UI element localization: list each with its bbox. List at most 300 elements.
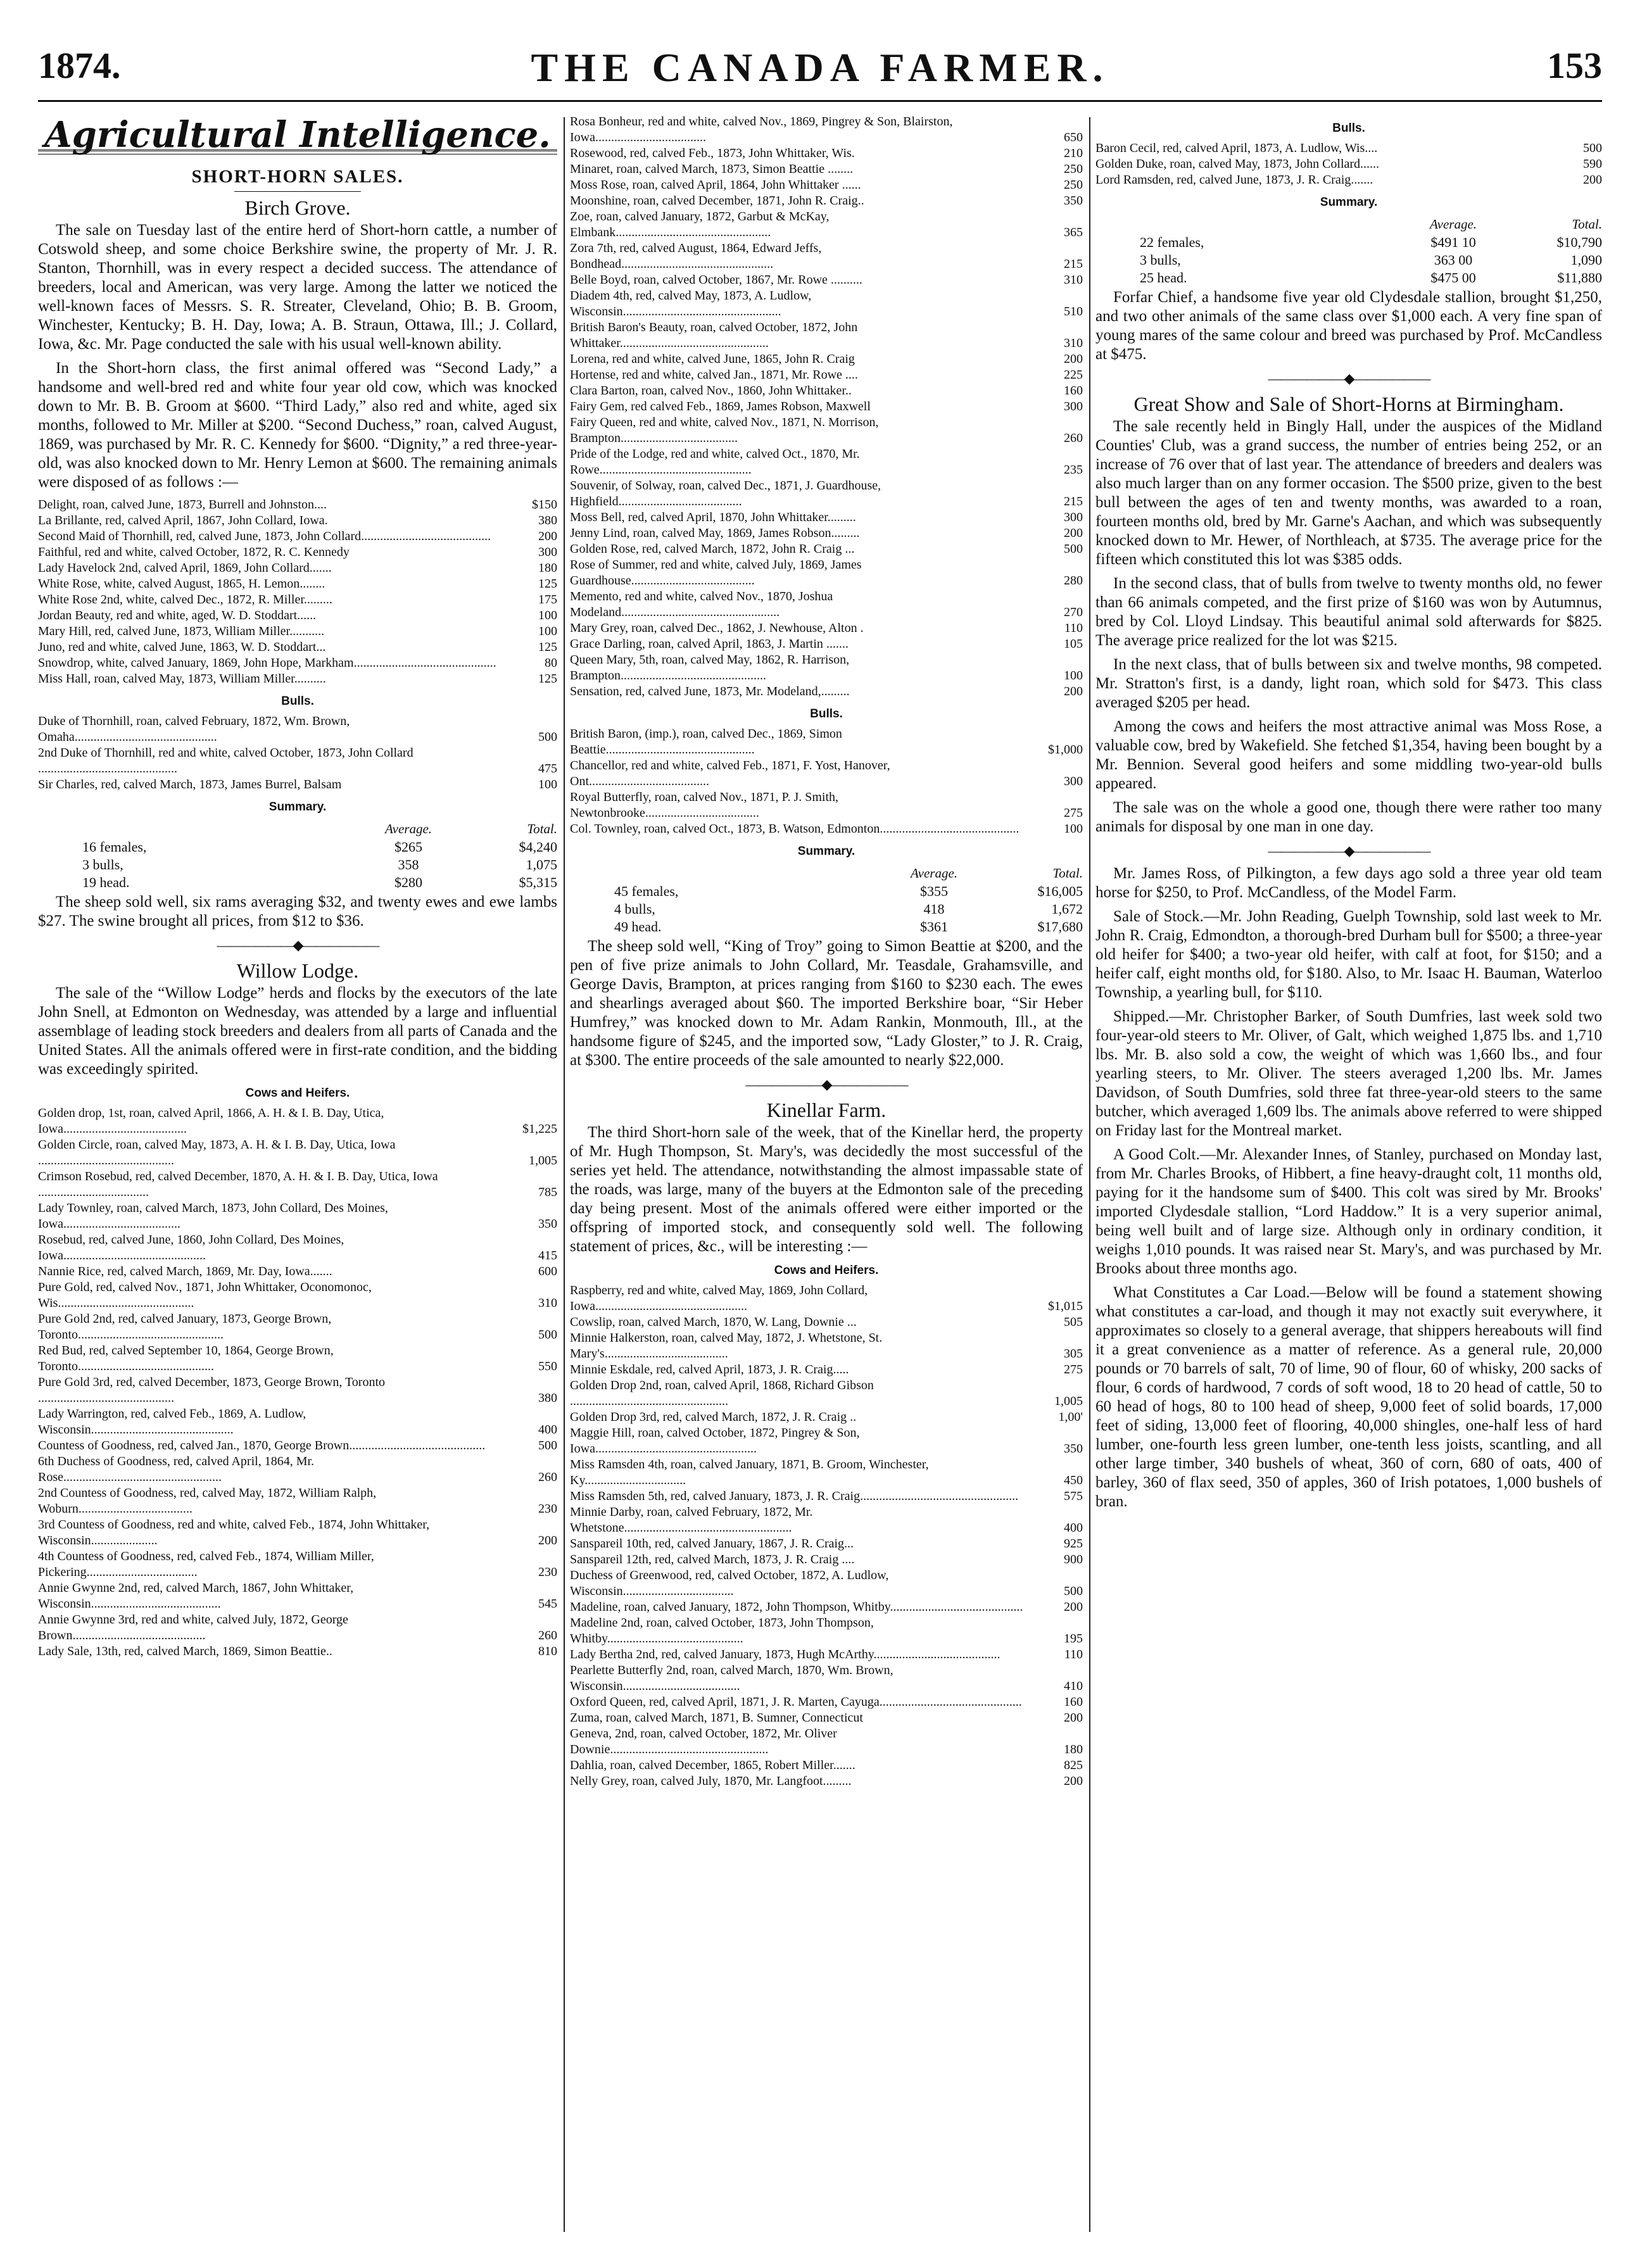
sale-price: 200 [1064, 352, 1083, 366]
sale-description: Lady Sale, 13th, red, calved March, 1869, Simon Beattie.. [38, 1644, 332, 1658]
sale-row [570, 351, 1083, 367]
sale-description: Annie Gwynne 2nd, red, calved March, 1867, John Whittaker, Wisconsin......................................... [38, 1581, 354, 1611]
summary-col-total: Total. [1052, 866, 1083, 881]
column-1 [38, 114, 557, 2241]
sale-description: Minnie Halkerston, roan, calved May, 1872, J. Whetstone, St. Mary's....................................... [570, 1331, 883, 1361]
sale-row [38, 1454, 557, 1485]
sale-price: 80 [545, 656, 557, 670]
summary-col-total: Total. [1572, 217, 1602, 232]
ornament-divider: ——————◆—————— [217, 937, 379, 953]
sale-price: 260 [538, 1629, 557, 1642]
sale-row [38, 1612, 557, 1644]
sale-row [570, 383, 1083, 399]
section-title: Agricultural Intelligence. [44, 114, 551, 156]
sale-price: 450 [1064, 1473, 1083, 1487]
page-number: 153 [1547, 45, 1602, 86]
sale-description: Maggie Hill, roan, calved October, 1872, Pingrey & Son, Iowa................................................... [570, 1426, 860, 1456]
summary-cell: $16,005 [1037, 883, 1083, 899]
sale-description: Fairy Queen, red and white, calved Nov., 1871, N. Morrison, Brampton..................................... [570, 415, 879, 445]
sale-description: Zuma, roan, calved March, 1871, B. Sumner, Connecticut [570, 1711, 863, 1725]
sale-price: 550 [538, 1359, 557, 1373]
summary-label: Summary. [268, 800, 327, 814]
sale-description: Sanspareil 10th, red, calved January, 1867, J. R. Craig... [570, 1537, 854, 1551]
sale-price: 510 [1064, 305, 1083, 318]
sale-row [570, 478, 1083, 510]
sale-row [38, 592, 557, 608]
summary-col-average: Average. [910, 866, 958, 881]
sale-price: 200 [1064, 526, 1083, 540]
ornament-divider: ——————◆—————— [1268, 370, 1430, 386]
sale-description: Memento, red and white, calved Nov., 1870, Joshua Modeland.................................................. [570, 589, 833, 619]
sale-description: 2nd Countess of Goodness, red, calved May, 1872, William Ralph, Woburn.................................... [38, 1486, 377, 1516]
sale-row [38, 1644, 557, 1660]
sale-row [38, 1169, 557, 1200]
sale-row [570, 272, 1083, 288]
sale-row [38, 497, 557, 513]
bulls-list [38, 714, 557, 793]
sale-row [570, 114, 1083, 146]
sale-row [38, 1137, 557, 1169]
sale-description: Moonshine, roan, calved December, 1871, John R. Craig.. [570, 194, 864, 208]
news-note: Mr. James Ross, of Pilkington, a few days ago sold a three year old team horse for $250, to Prof. McCandless, of the Model Farm. [1095, 865, 1602, 901]
sale-description: British Baron's Beauty, roan, calved October, 1872, John Whittaker............................................... [570, 320, 858, 350]
sale-description: British Baron, (imp.), roan, calved Dec., 1869, Simon Beattie............................................... [570, 727, 842, 757]
sale-description: Jenny Lind, roan, calved May, 1869, James Robson......... [570, 526, 860, 540]
sale-description: Mary Grey, roan, calved Dec., 1862, J. Newhouse, Alton . [570, 621, 864, 635]
sale-row [570, 1758, 1083, 1773]
cows-label: Cows and Heifers. [245, 1087, 350, 1100]
sale-description: Lady Townley, roan, calved March, 1873, John Collard, Des Moines, Iowa..................................... [38, 1201, 388, 1231]
sale-row [570, 1409, 1083, 1425]
sale-description: Duke of Thornhill, roan, calved February, 1872, Wm. Brown, Omaha............................................. [38, 714, 350, 744]
sale-row [570, 1599, 1083, 1615]
sale-price: 215 [1064, 257, 1083, 271]
sale-row [38, 1375, 557, 1406]
sale-price: 270 [1064, 605, 1083, 619]
paragraph: Among the cows and heifers the most attractive animal was Moss Rose, a valuable cow, bred by Wakefield. She fetched $1,354, having been bought by a Mr. Bennion. Several good heifers and some middling two-year-old bulls appeared. [1095, 718, 1602, 792]
sale-description: White Rose 2nd, white, calved Dec., 1872, R. Miller......... [38, 593, 332, 607]
paragraph: Forfar Chief, a handsome five year old Clydesdale stallion, brought $1,250, and two other animals of the same class over $1,000 each. A very fine span of young mares of the same colour and breed was purchased by Prof. McCandless at $475. [1095, 289, 1602, 363]
sale-description: Golden Circle, roan, calved May, 1873, A. H. & I. B. Day, Utica, Iowa ........................................... [38, 1138, 396, 1168]
summary-cell: 363 00 [1434, 252, 1473, 268]
sale-price: 180 [538, 561, 557, 575]
sale-row [570, 652, 1083, 684]
sale-price: 825 [1064, 1758, 1083, 1772]
summary-cell: 19 head. [82, 874, 130, 890]
sale-description: 2nd Duke of Thornhill, red and white, calved October, 1873, John Collard ............................................ [38, 746, 413, 776]
summary-cell: $361 [920, 919, 948, 935]
sale-price: 400 [538, 1423, 557, 1437]
sale-description: Annie Gwynne 3rd, red and white, calved July, 1872, George Brown.......................................... [38, 1613, 348, 1642]
sale-row [38, 1280, 557, 1311]
sale-price: 160 [1064, 1695, 1083, 1709]
sale-price: 100 [1064, 822, 1083, 836]
sale-description: Crimson Rosebud, red, calved December, 1870, A. H. & I. B. Day, Utica, Iowa ................................... [38, 1169, 438, 1199]
sale-row [570, 209, 1083, 241]
sale-price: 195 [1064, 1632, 1083, 1646]
sale-price: 160 [1064, 384, 1083, 398]
sale-price: 305 [1064, 1347, 1083, 1361]
sale-description: Sanspareil 12th, red, calved March, 1873, J. R. Craig .... [570, 1553, 855, 1566]
summary-cell: $11,880 [1557, 270, 1602, 286]
sale-price: 350 [1064, 1442, 1083, 1456]
sale-description: Lord Ramsden, red, calved June, 1873, J. R. Craig....... [1095, 173, 1373, 187]
sale-price: $1,225 [522, 1122, 557, 1136]
sale-row [38, 560, 557, 576]
sale-price: 365 [1064, 225, 1083, 239]
sales-list [570, 1283, 1083, 1789]
summary-row [1095, 234, 1602, 251]
sale-row [38, 639, 557, 655]
sale-price: 215 [1064, 495, 1083, 508]
sale-row [570, 1283, 1083, 1314]
summary-cell: $4,240 [519, 839, 557, 855]
sale-description: Red Bud, red, calved September 10, 1864, George Brown, Toronto........................................... [38, 1344, 334, 1373]
sale-price: 230 [538, 1502, 557, 1516]
summary-cell: 45 females, [614, 883, 679, 899]
sale-description: Delight, roan, calved June, 1873, Burrell and Johnston.... [38, 498, 327, 512]
sale-description: Pride of the Lodge, red and white, calved Oct., 1870, Mr. Rowe................................................ [570, 447, 860, 477]
sale-row [570, 1425, 1083, 1457]
sale-row [38, 1343, 557, 1375]
sale-description: Golden Drop 3rd, red, calved March, 1872, J. R. Craig .. [570, 1410, 857, 1424]
sale-description: Faithful, red and white, calved October, 1872, R. C. Kennedy [38, 545, 350, 559]
sale-row [570, 557, 1083, 589]
summary-cell: $265 [395, 839, 422, 855]
sales-list [570, 114, 1083, 700]
sale-description: 4th Countess of Goodness, red, calved Feb., 1874, William Miller, Pickering................................... [38, 1549, 374, 1579]
sale-row [570, 446, 1083, 478]
sale-description: Souvenir, of Solway, roan, calved Dec., 1871, J. Guardhouse, Highfield....................................... [570, 479, 881, 508]
sale-description: Moss Rose, roan, calved April, 1864, John Whittaker ...... [570, 178, 861, 192]
sale-price: 275 [1064, 806, 1083, 820]
sale-price: 200 [1064, 1600, 1083, 1614]
sale-row [38, 576, 557, 592]
sale-row [38, 777, 557, 793]
sale-row [570, 1773, 1083, 1789]
sale-row [570, 1504, 1083, 1536]
sale-row [570, 1647, 1083, 1663]
sale-row [570, 288, 1083, 320]
sale-price: 350 [1064, 194, 1083, 208]
summary-cell: $5,315 [519, 874, 557, 890]
sale-price: 300 [1064, 400, 1083, 413]
ornament-divider: ——————◆—————— [745, 1076, 907, 1092]
sale-row [38, 624, 557, 639]
sale-description: Minnie Darby, roan, calved February, 1872, Mr. Whetstone..................................................... [570, 1505, 813, 1535]
sale-price: 1,005 [1054, 1394, 1083, 1408]
sale-row [570, 146, 1083, 161]
sales-list [38, 1106, 557, 1660]
summary-row [38, 856, 557, 874]
sale-description: Grace Darling, roan, calved April, 1863, J. Martin ....... [570, 637, 849, 651]
sale-price: 100 [1064, 669, 1083, 683]
sale-row [38, 1264, 557, 1280]
sale-price: 650 [1064, 130, 1083, 144]
sale-row [38, 1106, 557, 1137]
sale-price: 1,005 [529, 1154, 557, 1168]
sale-row [570, 1457, 1083, 1489]
sale-description: Mary Hill, red, calved June, 1873, William Miller........... [38, 624, 325, 638]
sale-row [1095, 156, 1602, 172]
sale-description: Cowslip, roan, calved March, 1870, W. Lang, Downie ... [570, 1315, 857, 1329]
summary-cell: $280 [395, 874, 422, 890]
sale-description: Lady Warrington, red, calved Feb., 1869, A. Ludlow, Wisconsin............................................. [38, 1407, 306, 1437]
sale-price: 810 [538, 1644, 557, 1658]
sale-price: 100 [538, 608, 557, 622]
sale-price: 500 [538, 1328, 557, 1342]
sale-price: 125 [538, 577, 557, 591]
sale-description: Nelly Grey, roan, calved July, 1870, Mr. Langfoot......... [570, 1774, 852, 1788]
sale-price: 200 [1064, 1774, 1083, 1788]
sale-row [570, 1552, 1083, 1568]
sale-price: 475 [538, 762, 557, 776]
sale-row [570, 1314, 1083, 1330]
sale-description: Baron Cecil, red, calved April, 1873, A. Ludlow, Wis.... [1095, 141, 1378, 155]
sale-price: 180 [1064, 1742, 1083, 1756]
paragraph: The sale was on the whole a good one, though there were rather too many animals for disposal by one man in one day. [1095, 799, 1602, 835]
sale-price: 500 [1583, 141, 1602, 155]
sale-row [570, 790, 1083, 821]
sale-description: Golden Rose, red, calved March, 1872, John R. Craig ... [570, 542, 855, 556]
sale-description: Lady Bertha 2nd, red, calved January, 1873, Hugh McArthy........................................ [570, 1647, 1001, 1661]
sale-price: 200 [1583, 173, 1602, 187]
summary-table [570, 883, 1083, 936]
sale-description: Hortense, red and white, calved Jan., 1871, Mr. Rowe .... [570, 368, 858, 382]
sale-description: Zora 7th, red, calved August, 1864, Edward Jeffs, Bondhead................................................ [570, 241, 822, 271]
summary-cell: 22 females, [1140, 234, 1204, 250]
sale-row [38, 1485, 557, 1517]
sale-row [38, 1438, 557, 1454]
summary-row [1095, 269, 1602, 287]
sale-price: 500 [1064, 1584, 1083, 1598]
sale-price: 125 [538, 640, 557, 654]
sale-row [570, 1710, 1083, 1726]
sale-row [570, 415, 1083, 446]
summary-row [1095, 251, 1602, 269]
sale-description: Queen Mary, 5th, roan, calved May, 1862, R. Harrison, Brampton.............................................. [570, 653, 850, 683]
sale-price: 225 [1064, 368, 1083, 382]
sale-price: 300 [1064, 774, 1083, 788]
sale-row [38, 1200, 557, 1232]
sale-description: Rosa Bonheur, red and white, calved Nov., 1869, Pingrey & Son, Blairston, Iowa................................... [570, 115, 953, 144]
column-3 [1095, 114, 1602, 2241]
sale-row [38, 1232, 557, 1264]
sale-price: 280 [1064, 574, 1083, 588]
sale-row [570, 726, 1083, 758]
sale-row [38, 608, 557, 624]
newspaper-title: THE CANADA FARMER. [531, 45, 1109, 90]
sale-price: 110 [1064, 1647, 1083, 1661]
summary-cell: 49 head. [614, 919, 662, 935]
sale-description: Belle Boyd, roan, calved October, 1867, Mr. Rowe .......... [570, 273, 862, 287]
paragraph: In the next class, that of bulls between six and twelve months, 98 competed. Mr. Stratton's first, is a dandy, light roan, which sold for $473. This class averaged $205 per head. [1095, 656, 1602, 711]
sale-description: Madeline, roan, calved January, 1872, John Thompson, Whitby.......................................... [570, 1600, 1023, 1614]
sale-row [570, 1378, 1083, 1409]
sale-description: Rosewood, red, calved Feb., 1873, John Whittaker, Wis. [570, 146, 855, 160]
sale-description: Countess of Goodness, red, calved Jan., 1870, George Brown........................................... [38, 1439, 486, 1452]
ornament-divider: ——————◆—————— [1268, 843, 1430, 859]
sale-description: White Rose, white, calved August, 1865, H. Lemon........ [38, 577, 325, 591]
sale-row [570, 684, 1083, 700]
sale-description: Golden Drop 2nd, roan, calved April, 1868, Richard Gibson .................................................. [570, 1378, 874, 1408]
summary-cell: 418 [923, 901, 945, 917]
sale-description: Miss Hall, roan, calved May, 1873, William Miller.......... [38, 672, 326, 686]
sale-description: 3rd Countess of Goodness, red and white, calved Feb., 1874, John Whittaker, Wisconsin..................... [38, 1518, 430, 1547]
sale-row [38, 1311, 557, 1343]
sale-row [570, 367, 1083, 383]
sale-price: 545 [538, 1597, 557, 1611]
sale-price: 400 [1064, 1521, 1083, 1535]
sale-description: Geneva, 2nd, roan, calved October, 1872, Mr. Oliver Downie.................................................. [570, 1727, 837, 1756]
sale-description: Second Maid of Thornhill, red, calved June, 1873, John Collard......................................... [38, 529, 491, 543]
sale-row [38, 545, 557, 560]
summary-row [38, 874, 557, 891]
summary-col-average: Average. [384, 821, 432, 836]
summary-col-total: Total. [527, 821, 557, 836]
sale-row [570, 1615, 1083, 1647]
sale-price: 350 [538, 1217, 557, 1231]
sale-description: Rose of Summer, red and white, calved July, 1869, James Guardhouse....................................... [570, 558, 862, 588]
sale-description: Lorena, red and white, calved June, 1865, John R. Craig [570, 352, 855, 366]
sale-description: Diadem 4th, red, calved May, 1873, A. Ludlow, Wisconsin.................................................. [570, 289, 812, 318]
sale-price: 210 [1064, 146, 1083, 160]
summary-cell: 3 bulls, [1140, 252, 1181, 268]
sale-row [570, 758, 1083, 790]
sale-price: 505 [1064, 1315, 1083, 1329]
sale-price: 310 [1064, 336, 1083, 350]
summary-cell: $10,790 [1556, 234, 1602, 250]
paragraph: The sheep sold well, six rams averaging $32, and twenty ewes and ewe lambs $27. The swine brought all prices, from $12 to $36. [38, 893, 557, 929]
sale-description: Pure Gold, red, calved Nov., 1871, John Whittaker, Oconomonoc, Wis........................................... [38, 1280, 372, 1310]
sale-description: Sir Charles, red, calved March, 1873, James Burrel, Balsam [38, 778, 342, 791]
subheading-birch-grove: Birch Grove. [244, 196, 351, 219]
sale-row [570, 541, 1083, 557]
summary-cell: 25 head. [1140, 270, 1187, 286]
masthead [38, 25, 1602, 114]
bulls-label: Bulls. [1332, 122, 1365, 135]
sale-price: 200 [538, 529, 557, 543]
sale-price: 590 [1583, 157, 1602, 171]
sale-description: Raspberry, red and white, calved May, 1869, John Collard, Iowa................................................ [570, 1283, 868, 1313]
sale-price: 380 [538, 513, 557, 527]
sale-description: Rosebud, red, calved June, 1860, John Collard, Des Moines, Iowa............................................. [38, 1233, 344, 1263]
sale-price: 105 [1064, 637, 1083, 651]
sale-row [570, 241, 1083, 272]
news-note: Sale of Stock.—Mr. John Reading, Guelph Township, sold last week to Mr. John R. Craig, Edmondton, a thorough-bred Durham bull for $500; a three-year old heifer for $400; a two-year old heifer, with calf at foot, for $150; and a heifer calf, eight months old, for $180. Also, to Mr. Isaac H. Bauman, Waterloo Township, a yearling bull, for $110. [1095, 908, 1602, 1001]
summary-cell: $475 00 [1430, 270, 1476, 286]
sale-row [570, 1694, 1083, 1710]
sale-price: 250 [1064, 162, 1083, 176]
sale-price: 250 [1064, 178, 1083, 192]
summary-table [1095, 234, 1602, 287]
sale-row [570, 526, 1083, 541]
sale-description: Moss Bell, red, calved April, 1870, John Whittaker......... [570, 510, 856, 524]
sale-row [38, 1549, 557, 1580]
sale-row [570, 320, 1083, 351]
sale-row [570, 621, 1083, 636]
sale-description: Juno, red and white, calved June, 1863, W. D. Stoddart... [38, 640, 326, 654]
paragraph: The sale recently held in Bingly Hall, under the auspices of the Midland Counties' Club, was a grand success, the number of entries being 252, or an increase of 76 over that of last year. The attendance of breeders and dealers was also much larger than on any former occasion. The $500 prize, given to the best bull between the ages of ten and twenty months, was awarded to a roan, fourteen months old, bred by Mr. Garne's Aachan, and which was subsequently knocked down to Mr. Hewer, of Northleach, at $735. The average price for the fifteen which constituted this lot was $385 odds. [1095, 418, 1602, 568]
sale-row [570, 636, 1083, 652]
sale-row [570, 510, 1083, 526]
sale-description: Golden drop, 1st, roan, calved April, 1866, A. H. & I. B. Day, Utica, Iowa....................................... [38, 1106, 384, 1136]
sale-row [38, 714, 557, 745]
sale-row [38, 1406, 557, 1438]
sale-description: Lady Havelock 2nd, calved April, 1869, John Collard....... [38, 561, 332, 575]
sale-description: Pure Gold 2nd, red, calved January, 1873, George Brown, Toronto.............................................. [38, 1312, 332, 1342]
summary-cell: $355 [920, 883, 948, 899]
column-divider [1089, 117, 1090, 2232]
sale-description: 6th Duchess of Goodness, red, calved April, 1864, Mr. Rose.................................................. [38, 1454, 315, 1484]
sale-price: 100 [538, 778, 557, 791]
sale-row [570, 399, 1083, 415]
sale-row [570, 1330, 1083, 1362]
summary-cell: 1,075 [526, 857, 557, 873]
summary-cell: 4 bulls, [614, 901, 655, 917]
summary-row [570, 900, 1083, 918]
sale-row [570, 1489, 1083, 1504]
sale-row [38, 1517, 557, 1549]
sale-row [570, 1362, 1083, 1378]
masthead-rule [38, 100, 1602, 102]
sale-description: Nannie Rice, red, calved March, 1869, Mr. Day, Iowa....... [38, 1264, 332, 1278]
summary-cell: $17,680 [1037, 919, 1083, 935]
summary-cell: 1,090 [1570, 252, 1602, 268]
news-note: A Good Colt.—Mr. Alexander Innes, of Stanley, purchased on Monday last, from Mr. Charles Brooks, of Hibbert, a fine heavy-draught colt, 11 months old, paying for it the handsome sum of $400. This colt was sired by Mr. Brooks' imported Clydesdale stallion, “Lord Haddow.” It is a very superior animal, being well built and of large size. Although only in ordinary condition, it weighs 1,010 pounds. It was raised near St. Mary's, and was purchased by Mr. Brooks about three months ago. [1095, 1146, 1602, 1277]
newspaper-page [38, 25, 1602, 2241]
column-2 [570, 114, 1083, 2241]
sale-price: 380 [538, 1391, 557, 1405]
sale-price: 110 [1064, 621, 1083, 635]
sale-description: Chancellor, red and white, calved Feb., 1871, F. Yost, Hanover, Ont...................................... [570, 759, 890, 788]
short-rule [234, 191, 361, 192]
cows-label: Cows and Heifers. [774, 1264, 879, 1277]
sale-description: La Brillante, red, calved April, 1867, John Collard, Iowa. [38, 513, 328, 527]
summary-cell: 1,672 [1051, 901, 1083, 917]
sale-price: 200 [538, 1534, 557, 1547]
sale-price: 785 [538, 1185, 557, 1199]
bulls-label: Bulls. [810, 707, 843, 721]
summary-cell: $491 10 [1430, 234, 1476, 250]
article-heading: SHORT-HORN SALES. [191, 167, 404, 187]
summary-row [570, 883, 1083, 900]
summary-header [38, 819, 557, 838]
sale-price: 230 [538, 1565, 557, 1579]
sale-row [38, 1580, 557, 1612]
sale-description: Sensation, red, calved June, 1873, Mr. Modeland,......... [570, 684, 850, 698]
sale-price: 300 [538, 545, 557, 559]
sale-price: 415 [538, 1249, 557, 1263]
sale-row [38, 671, 557, 687]
sale-price: 925 [1064, 1537, 1083, 1551]
sale-description: Zoe, roan, calved January, 1872, Garbut & McKay, Elmbank................................................. [570, 210, 830, 239]
sale-description: Snowdrop, white, calved January, 1869, John Hope, Markham............................................. [38, 656, 496, 670]
paragraph: The sale of the “Willow Lodge” herds and flocks by the executors of the late John Snell, at Edmonton on Wednesday, was attended by a large and influential assemblage of leading stock breeders and dealers from all parts of Canada and the United States. All the animals offered were in first-rate condition, and the bidding was exceedingly spirited. [38, 985, 557, 1078]
sale-description: Golden Duke, roan, calved May, 1873, John Collard...... [1095, 157, 1380, 171]
sale-row [570, 193, 1083, 209]
sale-price: 235 [1064, 463, 1083, 477]
sale-description: Minnie Eskdale, red, calved April, 1873, J. R. Craig..... [570, 1363, 849, 1377]
paragraph: The sale on Tuesday last of the entire herd of Short-horn cattle, a number of Cotswold sheep, and some choice Berkshire swine, the property of Mr. J. R. Stanton, Thornhill, was in every respect a decided success. The attendance of breeders, local and American, was very large. Among the latter we noticed the well-known faces of Messrs. S. R. Streater, Cleveland, Ohio; B. B. Groom, Winchester, Kentucky; B. H. Day, Iowa; A. B. Straun, Ottawa, Ill.; J. Collard, Iowa, &c. Mr. Page conducted the sale with his usual well-known ability. [38, 222, 557, 353]
sale-description: Duchess of Greenwood, red, calved October, 1872, A. Ludlow, Wisconsin................................... [570, 1568, 889, 1598]
sale-price: 310 [1064, 273, 1083, 287]
sale-price: 200 [1064, 684, 1083, 698]
news-note: Shipped.—Mr. Christopher Barker, of South Dumfries, last week sold two four-year-old steers to Mr. Oliver, of Galt, which weighed 1,875 lbs. and 1,710 lbs. Mr. B. also sold a cow, the weight of which was 1,660 lbs., and four yearling steers, to Mr. Oliver. The steers averaged 1,200 lbs. Mr. James Davidson, of South Dumfries, sold three fat three-year-old steers to the same butcher, which averaged 1,609 lbs. The animals above referred to were shipped on Friday last for the Montreal market. [1095, 1008, 1602, 1139]
summary-label: Summary. [1320, 196, 1378, 209]
sale-description: Pure Gold 3rd, red, calved December, 1873, George Brown, Toronto ........................................... [38, 1375, 386, 1405]
sale-row [570, 589, 1083, 621]
